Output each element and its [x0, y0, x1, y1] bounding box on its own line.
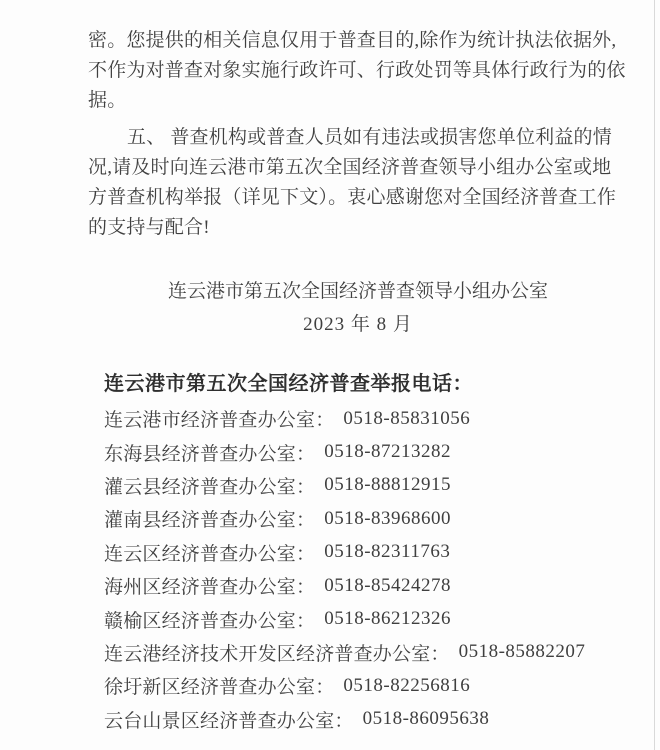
hotline-row — [104, 469, 585, 502]
hotline-list — [104, 402, 585, 736]
paragraph-line: 方普查机构举报（详见下文）。衷心感谢您对全国经济普查工作 — [88, 187, 617, 208]
hotline-office-label: 灌南县经济普查办公室： — [104, 510, 316, 532]
hotline-phone-number: 0518-87213282 — [324, 441, 452, 463]
hotline-office-label: 海州区经济普查办公室： — [104, 577, 316, 599]
hotline-row — [104, 636, 585, 669]
hotline-phone-number: 0518-88812915 — [324, 474, 452, 496]
hotline-phone-number: 0518-85882207 — [458, 641, 586, 663]
paragraph-line: 密。您提供的相关信息仅用于普查目的,除作为统计执法依据外, — [88, 30, 617, 51]
hotline-office-label: 灌云县经济普查办公室： — [104, 476, 316, 498]
hotline-row — [104, 602, 585, 635]
signature-office: 连云港市第五次全国经济普查领导小组办公室 — [167, 281, 548, 302]
hotline-office-label: 连云港经济技术开发区经济普查办公室： — [104, 643, 450, 665]
hotline-office-label: 云台山景区经济普查办公室： — [104, 710, 354, 732]
scan-edge-line — [654, 0, 655, 750]
hotline-office-label: 徐圩新区经济普查办公室： — [104, 677, 335, 699]
hotline-phone-number: 0518-86212326 — [324, 608, 452, 630]
hotline-phone-number: 0518-86095638 — [362, 708, 490, 730]
paragraph-report-violations — [88, 123, 622, 243]
hotline-row — [104, 536, 585, 569]
signature-date: 2023 年 8 月 — [303, 314, 413, 335]
paragraph-line: 据。 — [88, 90, 127, 111]
hotline-row — [104, 402, 585, 435]
paragraph-line: 的支持与配合! — [88, 217, 210, 238]
paragraph-line: 况,请及时向连云港市第五次全国经济普查领导小组办公室或地 — [88, 157, 612, 178]
hotline-list-title: 连云港市第五次全国经济普查举报电话： — [104, 373, 473, 395]
paragraph-line: 五、 普查机构或普查人员如有违法或损害您单位利益的情 — [127, 127, 612, 148]
hotline-row — [104, 502, 585, 535]
hotline-office-label: 连云区经济普查办公室： — [104, 543, 316, 565]
hotline-row — [104, 569, 585, 602]
hotline-office-label: 赣榆区经济普查办公室： — [104, 610, 316, 632]
hotline-phone-number: 0518-85424278 — [324, 574, 452, 596]
hotline-row — [104, 669, 585, 702]
paragraph-line: 不作为对普查对象实施行政许可、行政处罚等具体行政行为的依 — [88, 60, 626, 81]
hotline-row — [104, 435, 585, 468]
hotline-phone-number: 0518-85831056 — [343, 407, 471, 429]
hotline-phone-number: 0518-82311763 — [324, 541, 451, 563]
hotline-phone-number: 0518-82256816 — [343, 674, 471, 696]
hotline-row — [104, 703, 585, 736]
hotline-phone-number: 0518-83968600 — [324, 507, 452, 529]
hotline-office-label: 连云港市经济普查办公室： — [104, 410, 335, 432]
signature-block — [168, 280, 548, 337]
hotline-office-label: 东海县经济普查办公室： — [104, 443, 316, 465]
paragraph-confidentiality — [88, 26, 626, 116]
